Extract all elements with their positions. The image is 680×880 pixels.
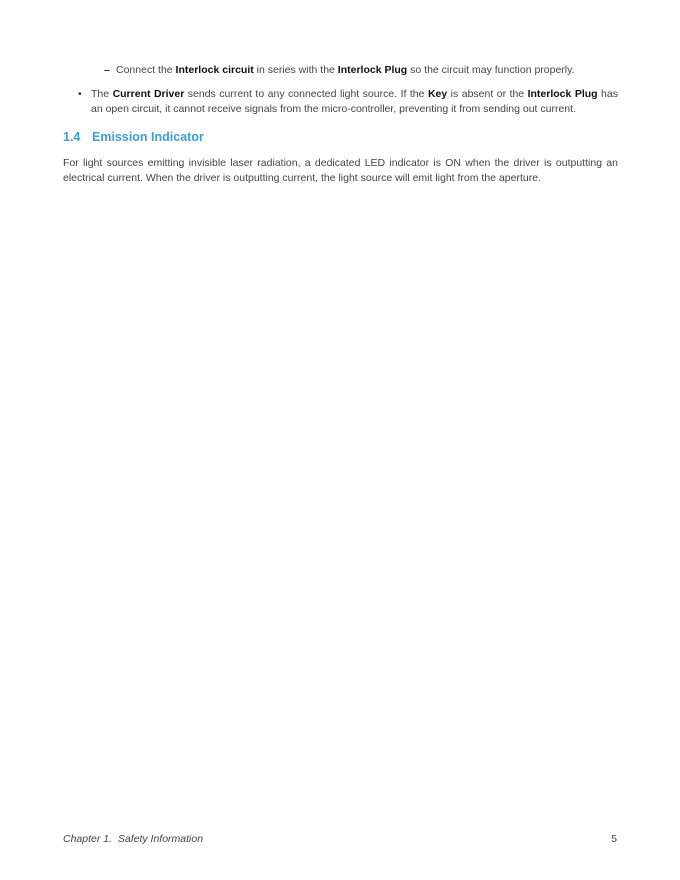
bold-term-key: Key (427, 88, 448, 100)
sub-bullet-text (116, 63, 616, 77)
section-heading (63, 130, 204, 144)
bold-term-interlock-circuit: Interlock circuit (175, 64, 254, 76)
text-run: in series with the (253, 64, 338, 76)
text-run: The (91, 88, 113, 100)
footer-chapter-title: Chapter 1. Safety Information (63, 833, 204, 845)
text-run: Connect the (116, 64, 176, 76)
sub-bullet-item (104, 63, 616, 77)
bold-term-interlock-plug: Interlock Plug (337, 64, 408, 76)
text-run: sends current to any connected light source. If the (184, 88, 428, 100)
text-run: has an open circuit, it cannot receive signals from the micro-controller, preventing it from sending out current. (91, 88, 618, 115)
bullet-item (78, 87, 618, 116)
bullet-marker: • (78, 88, 82, 100)
section-number: 1.4 (63, 130, 81, 144)
bold-term-current-driver: Current Driver (112, 88, 185, 100)
dash-marker: – (104, 64, 110, 76)
footer-page-number: 5 (611, 833, 617, 845)
bullet-text (91, 87, 618, 116)
section-title: Emission Indicator (92, 130, 204, 144)
body-paragraph: For light sources emitting invisible laser radiation, a dedicated LED indicator is ON when the driver is outputting an electrical current. When the driver is outputting current, the light source will emit light from the aperture. (63, 157, 618, 184)
text-run: is absent or the (447, 88, 528, 100)
text-run: so the circuit may function properly. (407, 64, 575, 76)
bold-term-interlock-plug: Interlock Plug (527, 88, 598, 100)
